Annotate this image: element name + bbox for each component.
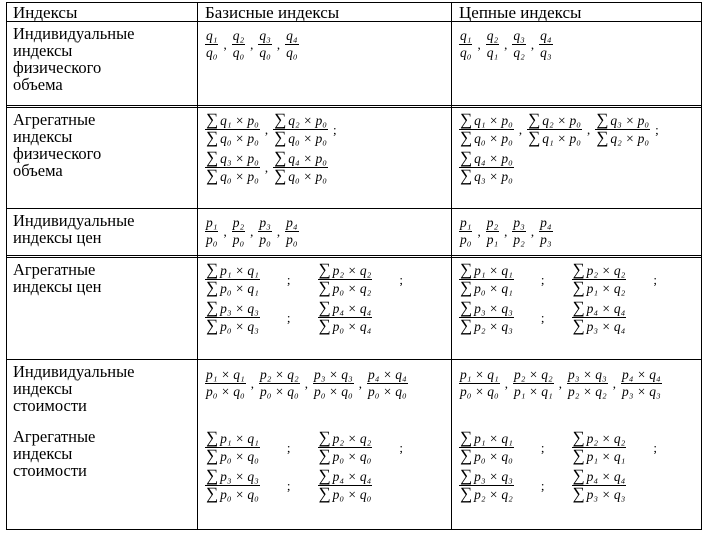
fraction-denominator: q₃ — [540, 45, 552, 60]
index-table — [6, 2, 702, 530]
row-divider — [7, 21, 701, 22]
separator: ; — [399, 271, 403, 287]
fraction-numerator: ∑ q₃ × p₀ — [206, 148, 259, 167]
fraction-numerator: ∑ p₃ × q₃ — [206, 466, 259, 485]
formula-r6-base — [205, 428, 445, 507]
separator: ; — [540, 439, 545, 455]
separator: , — [276, 223, 281, 239]
index-fraction — [513, 368, 554, 399]
fraction-denominator: ∑ p₃ × q₃ — [572, 484, 626, 503]
fraction-numerator: ∑ q₁ × p₀ — [460, 110, 513, 129]
index-fraction — [313, 368, 354, 399]
index-fraction — [367, 368, 408, 399]
fraction-denominator: ∑ q₀ × p₀ — [460, 128, 513, 147]
separator: , — [250, 375, 254, 391]
index-fraction — [205, 428, 260, 465]
index-fraction — [459, 298, 514, 335]
fraction-numerator: ∑ p₃ × q₃ — [206, 298, 259, 317]
fraction-denominator: p₀ × q₀ — [314, 384, 353, 399]
index-fraction — [205, 110, 260, 147]
header-indices: Индексы — [13, 3, 78, 22]
index-fraction — [205, 148, 260, 185]
fraction-numerator: p₃ × q₃ — [568, 367, 607, 382]
separator: , — [587, 121, 591, 137]
fraction-denominator: p₀ × q₀ — [460, 384, 499, 399]
separator: , — [530, 223, 535, 239]
separator: ; — [655, 121, 659, 137]
separator: ; — [653, 271, 657, 287]
row-label-individual-value: Индивидуальные индексы стоимости — [13, 362, 135, 415]
header-base-indices: Базисные индексы — [205, 3, 340, 22]
fraction-numerator: p₁ — [460, 215, 472, 230]
fraction-numerator: ∑ q₂ × p₀ — [528, 110, 581, 129]
index-fraction — [318, 298, 373, 335]
fraction-numerator: q₄ — [540, 28, 552, 43]
fraction-denominator: ∑ q₂ × p₀ — [596, 128, 650, 147]
separator: ; — [286, 309, 291, 325]
fraction-denominator: p₂ × q₂ — [568, 384, 607, 399]
fraction-denominator: ∑ q₁ × p₀ — [528, 128, 581, 147]
row-divider — [7, 359, 701, 360]
formula-r2-chain — [459, 110, 695, 189]
fraction-numerator: ∑ p₁ × q₁ — [206, 428, 259, 447]
fraction-denominator: ∑ p₀ × q₃ — [206, 316, 259, 335]
column-divider — [451, 3, 452, 529]
index-fraction — [621, 368, 662, 399]
separator: ; — [653, 439, 657, 455]
fraction-denominator: ∑ p₁ × q₂ — [572, 278, 626, 297]
separator: , — [264, 159, 269, 175]
formula-r5-base — [205, 368, 445, 404]
row-label-aggregate-volume: Агрегатные индексы физического объема — [13, 110, 102, 180]
separator: , — [304, 375, 308, 391]
index-fraction — [572, 298, 627, 335]
fraction-denominator: ∑ p₀ × q₄ — [318, 316, 372, 335]
row-divider — [7, 208, 701, 209]
fraction-numerator: ∑ p₃ × q₃ — [460, 298, 513, 317]
fraction-denominator: ∑ p₂ × q₂ — [460, 484, 513, 503]
index-fraction — [285, 29, 298, 60]
header-chain-indices: Цепные индексы — [459, 3, 582, 22]
separator: , — [504, 36, 508, 52]
fraction-denominator: ∑ p₀ × q₁ — [460, 278, 513, 297]
separator: ; — [540, 309, 545, 325]
fraction-numerator: p₃ — [513, 215, 525, 230]
separator: , — [504, 375, 508, 391]
fraction-denominator: p₀ — [259, 232, 271, 247]
separator: , — [558, 375, 562, 391]
index-fraction — [285, 216, 298, 247]
fraction-denominator: q₀ — [460, 45, 472, 60]
fraction-numerator: ∑ p₂ × q₂ — [572, 260, 626, 279]
separator: , — [250, 36, 254, 52]
fraction-denominator: q₀ — [232, 45, 245, 60]
fraction-numerator: p₄ — [286, 215, 298, 230]
separator: , — [264, 121, 269, 137]
index-fraction — [459, 110, 514, 147]
fraction-numerator: ∑ q₄ × p₀ — [274, 148, 327, 167]
fraction-denominator: q₀ — [206, 45, 218, 60]
fraction-numerator: q₃ — [259, 28, 271, 43]
separator: ; — [286, 477, 291, 493]
fraction-denominator: p₀ — [286, 232, 298, 247]
fraction-numerator: p₄ — [540, 215, 552, 230]
fraction-numerator: q₁ — [206, 28, 218, 43]
formula-r2-base — [205, 110, 445, 189]
fraction-numerator: q₄ — [286, 28, 298, 43]
fraction-denominator: q₂ — [513, 45, 525, 60]
index-fraction — [567, 368, 608, 399]
fraction-numerator: p₂ × q₂ — [514, 367, 553, 382]
index-fraction — [205, 368, 246, 399]
index-fraction — [318, 466, 373, 503]
separator: ; — [399, 439, 403, 455]
fraction-numerator: p₂ — [486, 215, 499, 230]
fraction-numerator: ∑ p₃ × q₃ — [460, 466, 513, 485]
fraction-denominator: p₁ × q₁ — [514, 384, 553, 399]
fraction-numerator: ∑ p₁ × q₁ — [460, 260, 513, 279]
index-fraction — [205, 466, 260, 503]
index-fraction — [595, 110, 650, 147]
fraction-denominator: ∑ p₀ × q₂ — [318, 278, 372, 297]
row-label-individual-price: Индивидуальные индексы цен — [13, 211, 135, 247]
index-fraction — [459, 148, 514, 185]
fraction-numerator: q₂ — [232, 28, 245, 43]
separator: , — [276, 36, 281, 52]
index-fraction — [459, 29, 472, 60]
fraction-numerator: ∑ q₂ × p₀ — [274, 110, 327, 129]
index-fraction — [205, 260, 260, 297]
row-label-individual-volume: Индивидуальные индексы физического объема — [13, 24, 135, 94]
fraction-numerator: ∑ q₄ × p₀ — [460, 148, 513, 167]
fraction-numerator: q₁ — [460, 28, 472, 43]
fraction-denominator: ∑ q₀ × p₀ — [206, 128, 259, 147]
index-fraction — [459, 260, 514, 297]
separator: ; — [286, 439, 291, 455]
fraction-numerator: p₁ × q₁ — [206, 367, 245, 382]
index-fraction — [205, 216, 218, 247]
fraction-denominator: p₀ — [232, 232, 245, 247]
separator: , — [504, 223, 508, 239]
index-fraction — [205, 29, 218, 60]
index-fraction — [318, 428, 373, 465]
index-fraction — [572, 260, 627, 297]
index-fraction — [259, 368, 300, 399]
fraction-numerator: p₁ — [206, 215, 218, 230]
fraction-numerator: p₂ — [232, 215, 245, 230]
fraction-denominator: p₃ × q₃ — [622, 384, 661, 399]
index-fraction — [459, 428, 514, 465]
fraction-numerator: q₂ — [486, 28, 499, 43]
separator: , — [250, 223, 254, 239]
fraction-denominator: ∑ p₀ × q₀ — [318, 484, 372, 503]
formula-r3-chain — [459, 216, 695, 252]
column-divider — [197, 3, 198, 529]
separator: , — [530, 36, 535, 52]
fraction-numerator: ∑ q₃ × p₀ — [596, 110, 650, 129]
fraction-numerator: ∑ p₁ × q₁ — [206, 260, 259, 279]
fraction-denominator: p₀ — [460, 232, 472, 247]
fraction-numerator: ∑ p₂ × q₂ — [318, 428, 372, 447]
fraction-denominator: ∑ q₀ × p₀ — [206, 166, 259, 185]
separator: , — [612, 375, 616, 391]
index-fraction — [273, 148, 328, 185]
fraction-denominator: p₀ × q₀ — [368, 384, 407, 399]
fraction-denominator: ∑ p₀ × q₀ — [460, 446, 513, 465]
separator: ; — [286, 271, 291, 287]
fraction-numerator: ∑ p₂ × q₂ — [318, 260, 372, 279]
index-fraction — [459, 368, 500, 399]
separator: , — [223, 223, 227, 239]
formula-r4-chain — [459, 260, 695, 339]
fraction-numerator: p₁ × q₁ — [460, 367, 499, 382]
fraction-numerator: p₂ × q₂ — [260, 367, 299, 382]
index-fraction — [459, 466, 514, 503]
fraction-denominator: ∑ p₃ × q₄ — [572, 316, 626, 335]
index-fraction — [512, 29, 525, 60]
index-fraction — [572, 428, 627, 465]
fraction-denominator: q₁ — [486, 45, 499, 60]
separator: , — [518, 121, 523, 137]
index-fraction — [273, 110, 328, 147]
fraction-numerator: p₃ — [259, 215, 271, 230]
separator: , — [477, 36, 481, 52]
row-label-aggregate-price: Агрегатные индексы цен — [13, 260, 102, 296]
separator: , — [358, 375, 362, 391]
fraction-numerator: ∑ p₄ × q₄ — [318, 298, 372, 317]
fraction-denominator: ∑ p₀ × q₁ — [206, 278, 259, 297]
fraction-numerator: p₄ × q₄ — [368, 367, 407, 382]
fraction-denominator: p₁ — [486, 232, 499, 247]
fraction-numerator: q₃ — [513, 28, 525, 43]
fraction-denominator: ∑ p₀ × q₀ — [206, 484, 259, 503]
separator: , — [223, 36, 227, 52]
fraction-numerator: p₃ × q₃ — [314, 367, 353, 382]
separator: , — [477, 223, 481, 239]
fraction-denominator: p₀ — [206, 232, 218, 247]
fraction-denominator: q₀ — [286, 45, 298, 60]
fraction-denominator: p₂ — [513, 232, 525, 247]
fraction-denominator: p₃ — [540, 232, 552, 247]
index-fraction — [232, 216, 245, 247]
fraction-numerator: ∑ p₂ × q₂ — [572, 428, 626, 447]
index-fraction — [318, 260, 373, 297]
index-fraction — [459, 216, 472, 247]
index-fraction — [486, 29, 499, 60]
index-fraction — [205, 298, 260, 335]
index-fraction — [232, 29, 245, 60]
row-label-aggregate-value: Агрегатные индексы стоимости — [13, 427, 96, 480]
formula-r1-base — [205, 29, 445, 65]
fraction-numerator: ∑ p₄ × q₄ — [318, 466, 372, 485]
fraction-numerator: ∑ q₁ × p₀ — [206, 110, 259, 129]
fraction-denominator: ∑ q₀ × p₀ — [274, 166, 327, 185]
row-divider — [7, 105, 701, 108]
index-fraction — [486, 216, 499, 247]
fraction-numerator: ∑ p₄ × q₄ — [572, 298, 626, 317]
fraction-denominator: q₀ — [259, 45, 271, 60]
index-fraction — [539, 29, 552, 60]
row-divider — [7, 255, 701, 258]
index-fraction — [512, 216, 525, 247]
fraction-denominator: p₀ × q₀ — [206, 384, 245, 399]
fraction-denominator: ∑ p₀ × q₀ — [318, 446, 372, 465]
formula-r1-chain — [459, 29, 695, 65]
index-fraction — [572, 466, 627, 503]
formula-r5-chain — [459, 368, 695, 404]
index-fraction — [258, 216, 271, 247]
fraction-denominator: ∑ p₀ × q₀ — [206, 446, 259, 465]
fraction-denominator: p₀ × q₀ — [260, 384, 299, 399]
fraction-numerator: p₄ × q₄ — [622, 367, 661, 382]
separator: ; — [540, 271, 545, 287]
fraction-denominator: ∑ p₂ × q₃ — [460, 316, 513, 335]
fraction-denominator: ∑ q₃ × p₀ — [460, 166, 513, 185]
index-fraction — [527, 110, 582, 147]
index-fraction — [539, 216, 552, 247]
formula-r4-base — [205, 260, 445, 339]
separator: ; — [333, 121, 337, 137]
fraction-numerator: ∑ p₄ × q₄ — [572, 466, 626, 485]
fraction-numerator: ∑ p₁ × q₁ — [460, 428, 513, 447]
separator: ; — [540, 477, 545, 493]
fraction-denominator: ∑ q₀ × p₀ — [274, 128, 327, 147]
formula-r3-base — [205, 216, 445, 252]
formula-r6-chain — [459, 428, 695, 507]
fraction-denominator: ∑ p₁ × q₁ — [572, 446, 626, 465]
index-fraction — [258, 29, 271, 60]
